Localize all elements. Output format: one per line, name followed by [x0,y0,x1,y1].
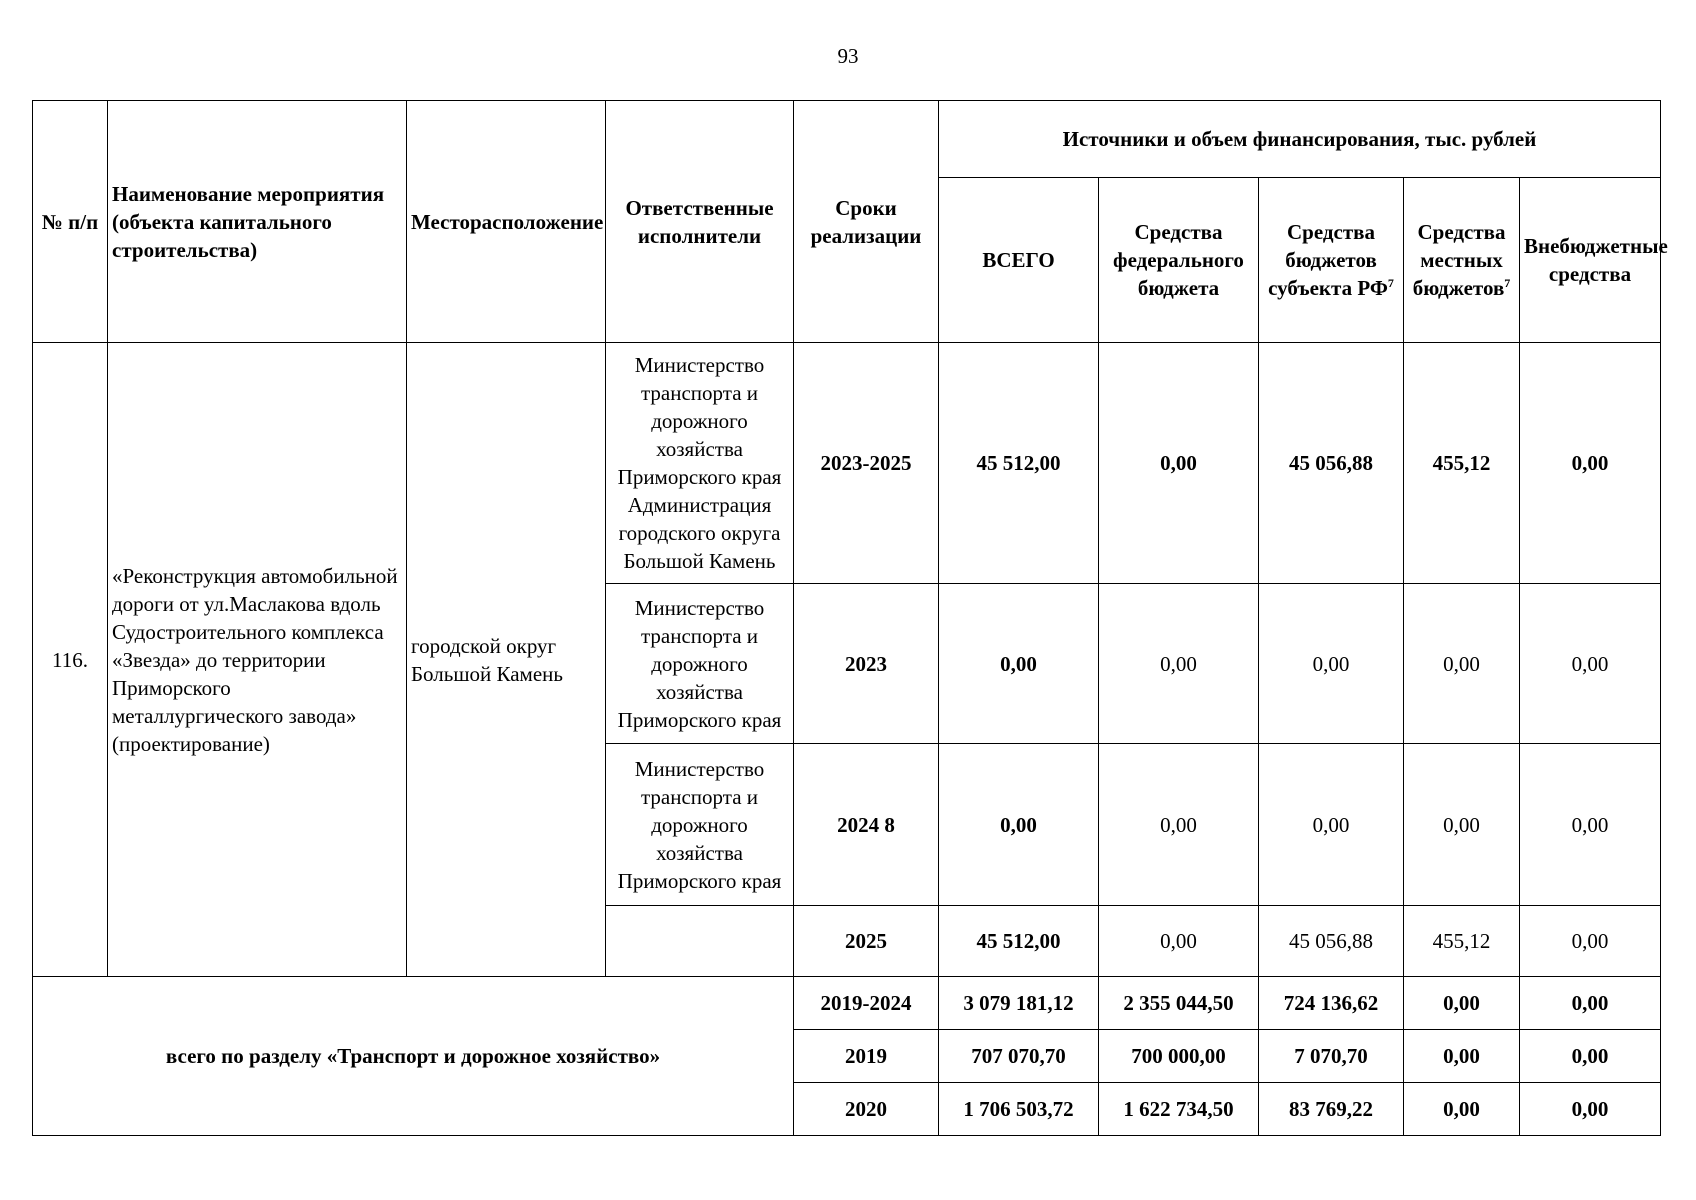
table-row [33,343,1661,584]
row-responsible: Министерство транспорта и дорожного хозяйства Приморского края Администрация городского округа Большой Камень [606,343,794,584]
financing-table [32,100,1668,1136]
header-terms: Сроки реализации [794,101,939,343]
row-federal: 0,00 [1099,744,1259,906]
header-row-1 [33,101,1661,178]
row-responsible [606,906,794,977]
totals-local: 0,00 [1404,1030,1520,1083]
row-responsible: Министерство транспорта и дорожного хозяйства Приморского края [606,584,794,744]
totals-total: 1 706 503,72 [939,1083,1099,1136]
row-term: 2024 8 [794,744,939,906]
row-total: 45 512,00 [939,343,1099,584]
totals-local: 0,00 [1404,977,1520,1030]
totals-subject: 83 769,22 [1259,1083,1404,1136]
totals-total: 3 079 181,12 [939,977,1099,1030]
row-term: 2025 [794,906,939,977]
header-federal: Средства федерального бюджета [1099,178,1259,343]
totals-extra: 0,00 [1520,1030,1661,1083]
row-term: 2023 [794,584,939,744]
row-federal: 0,00 [1099,906,1259,977]
row-extra: 0,00 [1520,343,1661,584]
footnote-mark: 7 [1387,276,1394,290]
totals-total: 707 070,70 [939,1030,1099,1083]
page-number: 93 [837,44,859,68]
row-total: 0,00 [939,584,1099,744]
row-subject: 45 056,88 [1259,906,1404,977]
row-responsible: Министерство транспорта и дорожного хозяйства Приморского края [606,744,794,906]
row-federal: 0,00 [1099,343,1259,584]
row-term: 2023-2025 [794,343,939,584]
totals-term: 2019 [794,1030,939,1083]
header-subject-label: Средства бюджетов субъекта РФ [1268,220,1388,300]
header-subject [1259,178,1404,343]
item-location: городской округ Большой Камень [407,343,606,977]
totals-row [33,977,1661,1030]
footnote-mark: 7 [1504,276,1511,290]
row-federal: 0,00 [1099,584,1259,744]
totals-term: 2019-2024 [794,977,939,1030]
header-num: № п/п [33,101,108,343]
header-responsible: Ответственные исполнители [606,101,794,343]
totals-label: всего по разделу «Транспорт и дорожное хозяйство» [33,977,794,1136]
totals-extra: 0,00 [1520,977,1661,1030]
header-local [1404,178,1520,343]
totals-extra: 0,00 [1520,1083,1661,1136]
header-total: ВСЕГО [939,178,1099,343]
header-name: Наименование мероприятия (объекта капитального строительства) [108,101,407,343]
row-subject: 0,00 [1259,744,1404,906]
header-location: Месторасположение [407,101,606,343]
totals-term: 2020 [794,1083,939,1136]
row-local: 0,00 [1404,744,1520,906]
row-total: 0,00 [939,744,1099,906]
header-local-label: Средства местных бюджетов [1412,220,1506,300]
item-num: 116. [33,343,108,977]
row-total: 45 512,00 [939,906,1099,977]
row-local: 455,12 [1404,906,1520,977]
header-sources: Источники и объем финансирования, тыс. рублей [939,101,1661,178]
row-subject: 45 056,88 [1259,343,1404,584]
row-local: 455,12 [1404,343,1520,584]
totals-federal: 700 000,00 [1099,1030,1259,1083]
row-extra: 0,00 [1520,906,1661,977]
totals-subject: 724 136,62 [1259,977,1404,1030]
row-local: 0,00 [1404,584,1520,744]
totals-federal: 2 355 044,50 [1099,977,1259,1030]
totals-local: 0,00 [1404,1083,1520,1136]
row-extra: 0,00 [1520,744,1661,906]
totals-federal: 1 622 734,50 [1099,1083,1259,1136]
row-subject: 0,00 [1259,584,1404,744]
item-name: «Реконструкция автомобильной дороги от ул.Маслакова вдоль Судостроительного комплекса «Звезда» до территории Приморского металлургического завода» (проектирование) [108,343,407,977]
row-extra: 0,00 [1520,584,1661,744]
totals-subject: 7 070,70 [1259,1030,1404,1083]
header-extra: Внебюджетные средства [1520,178,1661,343]
